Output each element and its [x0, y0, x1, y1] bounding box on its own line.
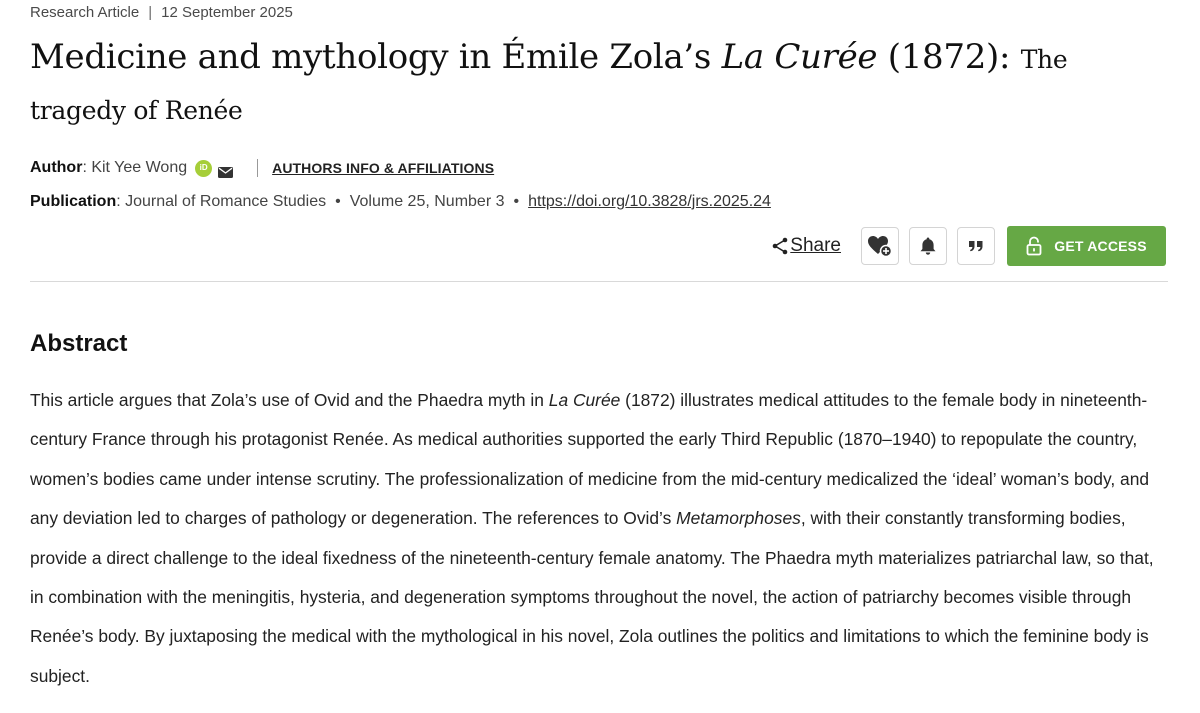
abstract-text-segment: (1872) illustrates medical attitudes to the female body in nineteenth-century France through his protagonist Renée. As medical authorities supported the early Third Republic (1870–1940) to repopulate the country, women’s bodies came under intense scrutiny. The professionalization of medicine from the mid-century medicalized the ‘ideal’ woman’s body, and any deviation led to charges of pathology or degeneration. The references to Ovid’s [30, 390, 1150, 529]
publication-row [30, 191, 1170, 213]
bullet-separator: • [335, 193, 341, 210]
share-button[interactable] [772, 235, 841, 257]
get-access-button[interactable] [1007, 226, 1166, 266]
share-icon [772, 237, 788, 255]
favorite-add-icon [867, 234, 893, 258]
alerts-button[interactable] [909, 227, 947, 265]
mail-icon[interactable] [218, 163, 233, 174]
abstract-italic-title: Metamorphoses [676, 508, 801, 529]
publication-date: 12 September 2025 [161, 4, 293, 21]
bullet-separator: • [513, 193, 520, 210]
author-name[interactable]: Kit Yee Wong [91, 159, 188, 176]
header-divider [30, 281, 1168, 282]
author-label: Author [30, 159, 83, 176]
title-year: (1872): [877, 37, 1021, 77]
orcid-icon[interactable]: iD [195, 160, 212, 177]
abstract-body [30, 381, 1170, 696]
abstract-italic-title: La Curée [548, 390, 621, 410]
lock-icon [1026, 236, 1042, 256]
title-work: La Curée [721, 37, 878, 77]
publication-separator: : [116, 193, 126, 210]
authors-info-link[interactable]: AUTHORS INFO & AFFILIATIONS [272, 160, 495, 176]
add-to-favorites-button[interactable] [861, 227, 899, 265]
share-label: Share [790, 235, 841, 256]
title-main: Medicine and mythology in Émile Zola’s [30, 37, 722, 77]
get-access-label: GET ACCESS [1054, 238, 1147, 254]
article-title [30, 33, 1170, 135]
article-actions [772, 226, 1166, 266]
abstract-heading: Abstract [30, 330, 128, 357]
article-subtitle: The tragedy of Renée [30, 45, 1068, 125]
abstract-text-segment: , with their constantly transforming bodies, provide a direct challenge to the ideal fixedness of the nineteenth-century female anatomy. The Phaedra myth materializes patriarchal law, so that, in combination with the meningitis, hysteria, and degeneration symptoms throughout the novel, the action of patriarchy becomes visible through Renée’s body. By juxtaposing the medical with the mythological in his novel, Zola outlines the politics and limitations to which the feminine body is subject. [30, 508, 1154, 686]
volume-issue[interactable]: Volume 25, Number 3 [349, 193, 505, 210]
article-type: Research Article [30, 4, 140, 21]
bell-icon [919, 236, 937, 256]
article-page [30, 0, 1170, 686]
author-separator: : [82, 159, 92, 176]
author-divider [257, 159, 258, 177]
article-meta [30, 3, 1170, 23]
publication-label: Publication [30, 193, 117, 210]
journal-name[interactable]: Journal of Romance Studies [125, 193, 327, 210]
quote-icon [968, 240, 984, 252]
author-row [30, 157, 1170, 179]
abstract-text-segment: This article argues that Zola’s use of Ovid and the Phaedra myth in [30, 390, 549, 410]
meta-separator: | [148, 4, 153, 21]
cite-button[interactable] [957, 227, 995, 265]
doi-link[interactable]: https://doi.org/10.3828/jrs.2025.24 [528, 193, 771, 210]
